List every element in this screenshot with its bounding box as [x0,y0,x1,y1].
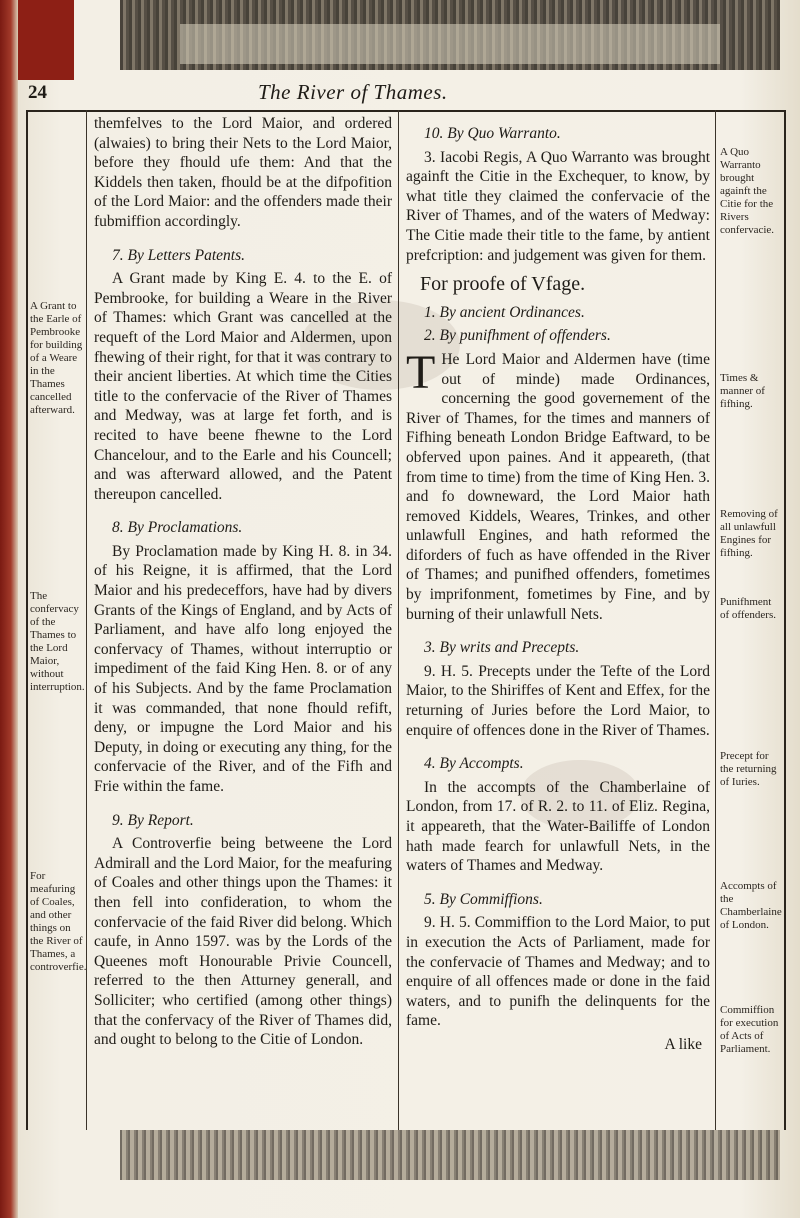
binding-spine [18,0,74,80]
paragraph-7: A Grant made by King E. 4. to the E. of Pembrooke, for building a Weare in the River of Thames: which Grant was cancelled at the requeft of the Lord Maior and Aldermen, upon fhewing of their right, for that it was contrary to their ancient liberties. At which time the Cities title to the confervacie of the River of Thames and Medway, was at large fet forth, and is recited to have beene fhewne to the Lord Chancelour, and to the Earle and his Councell; and was afterward allowed, and the Patent thereupon cancelled. [94,270,392,503]
paragraph-intro: themfelves to the Lord Maior, and ordered (alwaies) to bring their Nets to the Lord Maior, before they fhould ufe them: And that the Kiddels then taken, fhould be at the difpofition of the Lord Maior: and the offenders made their fubmiffion accordingly. [94,115,392,230]
section-heading-10: 10. By Quo Warranto. [424,125,561,142]
margin-rule-left [86,110,87,1130]
paragraph-commissions: 9. H. 5. Commiffion to the Lord Maior, to put in execution the Acts of Parliament, made for the confervacie of Thames and Medway; and to enquire of all offences made or done in the faid waters, and to punifh the delinquents for the fame. [406,914,710,1030]
right-column [406,114,710,1059]
book-binding [0,0,18,1218]
margin-note-precept: Precept for the returning of Iuries. [720,750,777,788]
paragraph-8: By Proclamation made by King H. 8. in 34. of his Reigne, it is affirmed, that the Lord Maior and his predeceffors, have had by divers Grants of the Kings of England, and by Acts of Parliament, and have alfo long enjoyed the confervacy of Thames, without interruptio or impediment of the faid King Hen. 8. or of any of his Subjects. And by the fame Proclamation it was commanded, that none fhould refift, deny, or impugne the Lord Maior and his Deputy, in doing or executing any thing, for the confervacie of the River, and of the Fifh and Frie within the fame. [94,542,392,795]
margin-note-conservacy: The confervacy of the Thames to the Lord Maior, without interruption. [30,590,85,693]
margin-note-measuring: For meafuring of Coales, and other things on the River of Thames, a controverfie. [30,870,87,973]
paragraph-ordinances [406,345,710,624]
section-heading-writs: 3. By writs and Precepts. [424,639,580,657]
paragraph-9: A Controverfie being betweene the Lord Admirall and the Lord Maior, for the meafuring of Coales and other things upon the Thames: it then fell into confideration, to whom the confervacie of the faid River did belong. Which caufe, in Anno 1597. was by the Lords of the Queenes moft Honourable Privie Councell, referred to the then Atturney generall, and Solliciter; who certified (among other things) that the confervacy of the River of Thames did, and ought to belong to the Citie of London. [94,835,392,1049]
margin-note-grant: A Grant to the Earle of Pembrooke for building of a Weare in the Thames cancelled afterward. [30,300,83,416]
paragraph-accompts: In the accompts of the Chamberlaine of London, from 17. of R. 2. to 11. of Eliz. Regina, it appeareth, that the Water-Bailiffe of London hath made fearch for unlawfull Nets, in the waters of Thames and Medway. [406,778,710,875]
list-item-ordinances: 1. By ancient Ordinances. [424,303,585,321]
left-column [94,114,392,1054]
facing-page-edge-bottom [120,1130,780,1180]
margin-note-commission: Commiffion for execution of Acts of Parliament. [720,1004,779,1055]
margin-note-punishment: Punifhment of offenders. [720,596,776,621]
section-heading-commissions: 5. By Commiffions. [424,890,543,908]
frame-rule-right [784,110,786,1130]
catchword: A like [664,1035,702,1053]
facing-page-edge-top [120,0,780,70]
paragraph-10: 3. Iacobi Regis, A Quo Warranto was brought againft the Citie in the Exchequer, to know, by what title they claimed the confervacie of the River of Thames, and of the waters of Medway: The Citie made their title to the fame, by antient prefcription: and judgement was given for them. [406,148,710,264]
margin-note-removing: Removing of all unlawfull Engines for fifhing. [720,508,778,559]
column-divider [398,110,399,1130]
section-heading-8: 8. By Proclamations. [112,519,243,537]
section-heading-9: 9. By Report. [112,811,194,829]
page-number: 24 [28,82,47,103]
margin-rule-right [715,110,716,1130]
frame-rule-top [26,110,786,112]
paragraph-writs: 9. H. 5. Precepts under the Tefte of the Lord Maior, to the Shiriffes of Kent and Effex, for the returning of Juries before the Lord Maior, to enquire of offences done in the River of Thames. [406,662,710,739]
section-heading-7: 7. By Letters Patents. [112,246,246,264]
drop-cap: T [406,345,436,399]
margin-note-quo-warranto: A Quo Warranto brought againft the Citie for the Rivers confervacie. [720,146,775,236]
paragraph-ordinances-text: He Lord Maior and Aldermen have (time out of minde) made Ordinances, concerning the good governement of the River of Thames, for the times and manners of Fifhing beneath London Bridge Eaftward, to be obferved upon paines. And it appeareth, (that from time to time) from the time of King Hen. 3. and fo downeward, the Lord Maior hath removed Kiddels, Weares, Trinkes, and other unlawfull Engines, and hath reformed the diforders of fuch as have offended in the River of Thames; and punifhed offenders, fometimes by imprifonment, fometimes by Fine, and by burning of their unlawfull Nets. [406,350,710,623]
running-title: The River of Thames. [258,80,448,104]
margin-note-accompts: Accompts of the Chamberlaine of London. [720,880,782,931]
margin-note-times: Times & manner of fifhing. [720,372,765,410]
section-heading-accompts: 4. By Accompts. [424,755,524,773]
section-heading-usage: For proofe of Vfage. [420,273,586,296]
list-item-punishment: 2. By punifhment of offenders. [424,327,611,345]
frame-rule-left [26,110,28,1130]
